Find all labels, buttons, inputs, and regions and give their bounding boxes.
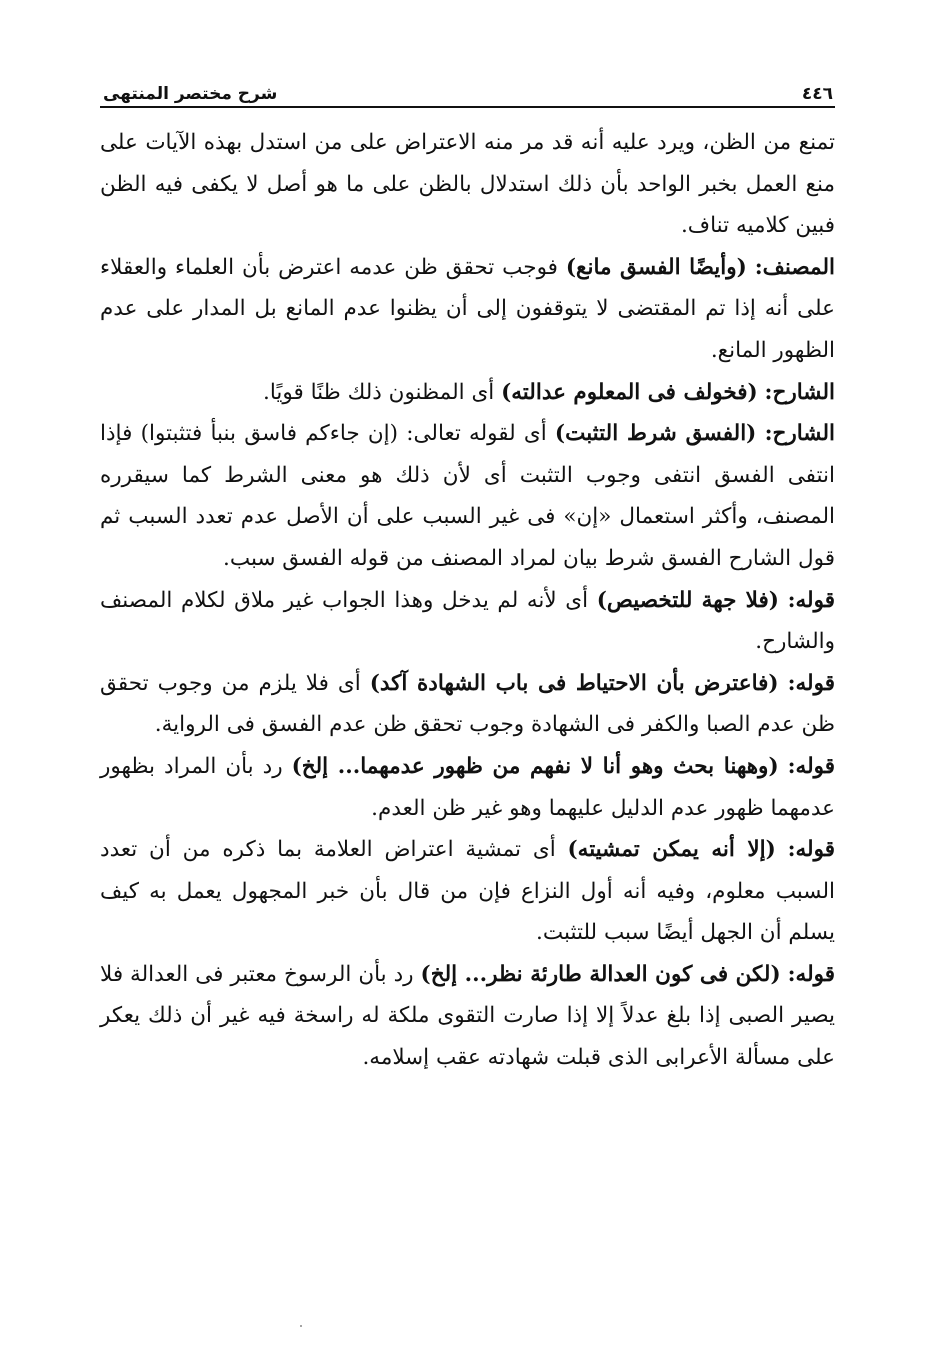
paragraph — [100, 372, 835, 414]
paragraph-quote: (الفسق شرط التثبت) — [554, 421, 757, 447]
book-title: شرح مختصر المنتهى — [103, 84, 278, 104]
paragraph-quote: (إلا أنه يمكن تمشيته) — [567, 837, 776, 863]
commentary-text — [100, 122, 835, 1079]
paragraph-lead: الشارح: — [764, 421, 836, 447]
paragraph — [100, 580, 835, 663]
paragraph-lead: قوله: — [787, 587, 835, 613]
paragraph-text: أى لأنه لم يدخل وهذا الجواب غير ملاق لكلام المصنف والشارح. — [100, 587, 835, 655]
paragraph-quote: (لكن فى كون العدالة طارئة نظر... إلخ) — [420, 961, 781, 987]
paragraph-text: رد بأن الرسوخ معتبر فى العدالة فلا يصير الصبى إذا بلغ عدلاً إلا إذا صارت التقوى ملكة له راسخة فيه غير أن ذلك يعكر على مسألة الأعرابى الذى قبلت شهادته عقب إسلامه. — [100, 961, 835, 1071]
paragraph-lead: المصنف: — [754, 254, 835, 280]
paragraph-text: رد بأن المراد بظهور عدمهما ظهور عدم الدليل عليهما وهو غير ظن العدم. — [100, 753, 835, 821]
paragraph-quote: (فلا جهة للتخصيص) — [596, 587, 779, 613]
paragraph — [100, 663, 835, 746]
paragraph-text: تمنع من الظن، ويرد عليه أنه قد مر منه الاعتراض على من استدل بهذه الآيات على منع العمل بخبر الواحد بأن ذلك استدلال بالظن على ما هو أصل لا يكفى فيه الظن فبين كلاميه تناف. — [100, 130, 835, 239]
paragraph — [100, 746, 835, 829]
paragraph — [100, 954, 835, 1079]
paragraph — [100, 829, 835, 954]
paragraph-quote: (وأيضًا الفسق مانع) — [565, 254, 747, 280]
paragraph — [100, 247, 835, 372]
paragraph-text: أى فلا يلزم من وجوب تحقق ظن عدم الصبا والكفر فى الشهادة وجوب تحقق ظن عدم الفسق فى الرواية. — [100, 670, 835, 738]
paragraph-lead: قوله: — [787, 670, 835, 696]
paragraph-quote: (فخولف فى المعلوم عدالته) — [501, 379, 758, 405]
paragraph-lead: قوله: — [787, 753, 836, 779]
paragraph — [100, 122, 835, 247]
paragraph-lead: قوله: — [787, 961, 836, 987]
page-speck — [300, 1325, 302, 1327]
page-number: ٤٤٦ — [801, 84, 833, 104]
paragraph-text: أى لقوله تعالى: (إن جاءكم فاسق بنبأ فتثبتوا) فإذا انتفى الفسق انتفى وجوب التثبت أى لأن ذلك هو معنى الشرط كما سيقرره المصنف، وأكثر استعمال «إن» فى غير السبب على أن الأصل عدم تعدد السبب ثم قول الشارح الفسق شرط بيان لمراد المصنف من قوله الفسق سبب. — [100, 421, 835, 571]
paragraph-quote: (وههنا بحث وهو أنا لا نفهم من ظهور عدمهما... إلخ) — [291, 753, 779, 779]
header-rule — [100, 106, 835, 108]
paragraph-text: أى المظنون ذلك ظنًا قويًا. — [263, 379, 495, 405]
running-header — [103, 76, 833, 104]
paragraph-text: فوجب تحقق ظن عدمه اعترض بأن العلماء والعقلاء على أنه إذا تم المقتضى لا يتوقفون إلى أن يظنوا عدم المانع بل المدار على عدم الظهور المانع. — [100, 254, 835, 363]
paragraph-lead: الشارح: — [764, 379, 835, 405]
paragraph-text: أى تمشية اعتراض العلامة بما ذكره من أن تعدد السبب معلوم، وفيه أنه أول النزاع فإن من قال بأن خبر المجهول يعمل به كيف يسلم أن الجهل أيضًا سبب للتثبت. — [100, 837, 835, 946]
paragraph-lead: قوله: — [787, 837, 835, 863]
paragraph — [100, 413, 835, 579]
paragraph-quote: (فاعترض بأن الاحتياط فى باب الشهادة آكد) — [369, 670, 779, 696]
